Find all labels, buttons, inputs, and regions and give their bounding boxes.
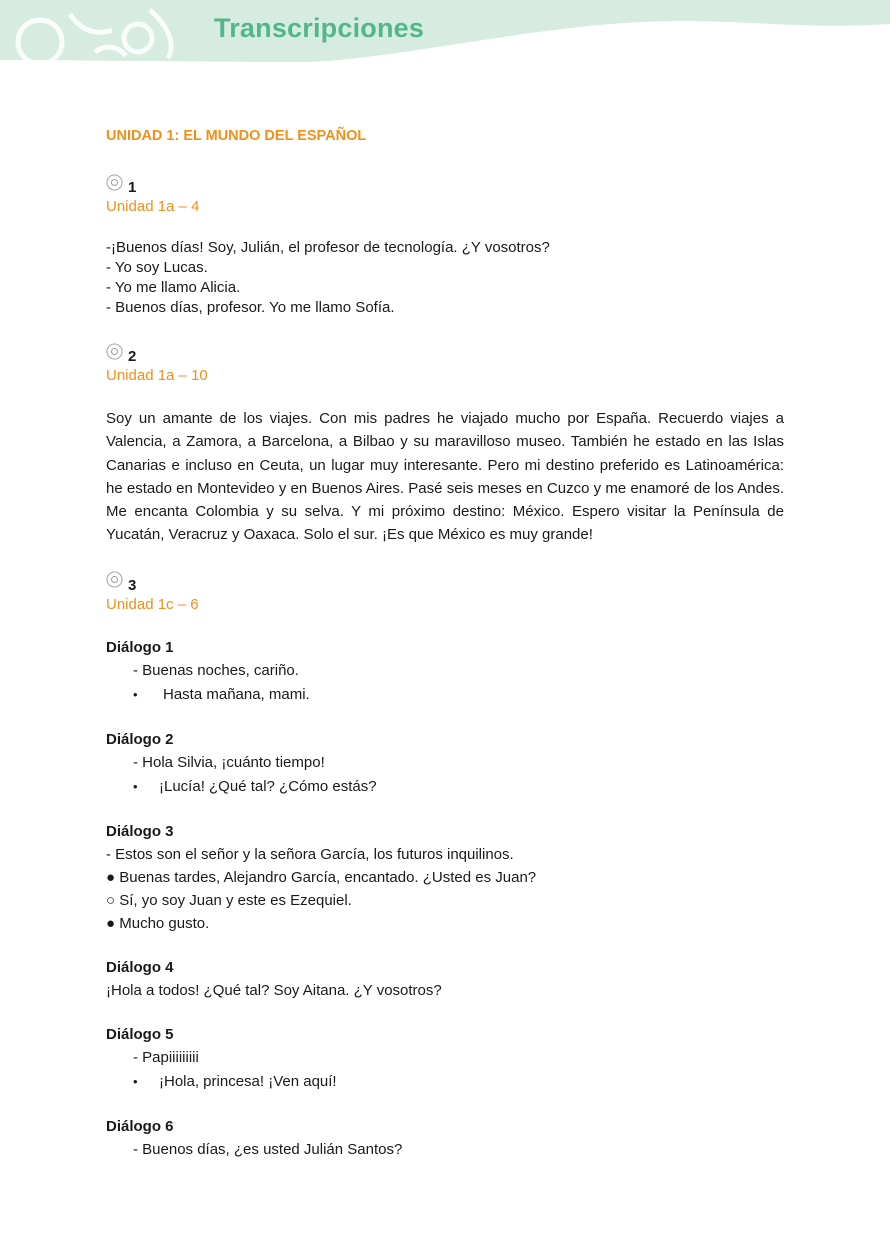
track-number: 3 bbox=[128, 576, 137, 594]
dialog-bullet-line bbox=[106, 775, 784, 799]
track-3 bbox=[106, 572, 784, 1162]
dialog-title: Diálogo 1 bbox=[106, 638, 174, 656]
dialog-line: - Buenas noches, cariño. bbox=[133, 661, 299, 679]
track-number: 1 bbox=[128, 179, 137, 196]
bullet-icon: • bbox=[133, 686, 138, 702]
dialog-1 bbox=[106, 637, 784, 707]
audio-cd-icon[interactable] bbox=[106, 174, 123, 191]
track-header bbox=[106, 174, 784, 196]
transcript-line: - Buenos días, profesor. Yo me llamo Sofía. bbox=[106, 299, 395, 316]
dialog-line: ○ Sí, yo soy Juan y este es Ezequiel. bbox=[106, 891, 352, 909]
dialog-line: ¡Hola, princesa! ¡Ven aquí! bbox=[159, 1072, 337, 1090]
page-header bbox=[0, 0, 890, 70]
bullet-icon: • bbox=[133, 778, 138, 794]
dialog-title: Diálogo 5 bbox=[106, 1025, 174, 1043]
dialog-bullet-line bbox=[106, 1070, 784, 1094]
dialog-line: - Estos son el señor y la señora García, los futuros inquilinos. bbox=[106, 845, 514, 863]
dialog-line: ● Buenas tardes, Alejandro García, encantado. ¿Usted es Juan? bbox=[106, 868, 537, 886]
unit-title: UNIDAD 1: EL MUNDO DEL ESPAÑOL bbox=[106, 128, 367, 144]
track-header bbox=[106, 572, 784, 594]
dialog-title: Diálogo 4 bbox=[106, 958, 174, 976]
dialog-line: ● Mucho gusto. bbox=[106, 914, 210, 932]
track-header bbox=[106, 343, 784, 365]
dialog-6 bbox=[106, 1116, 784, 1162]
dialog-title: Diálogo 3 bbox=[106, 822, 174, 840]
dialog-line: - Buenos días, ¿es usted Julián Santos? bbox=[133, 1140, 403, 1158]
track-lines bbox=[106, 238, 784, 318]
track-subtitle: Unidad 1a – 10 bbox=[106, 367, 208, 384]
transcript-line: -¡Buenos días! Soy, Julián, el profesor de tecnología. ¿Y vosotros? bbox=[106, 239, 550, 256]
dialog-2 bbox=[106, 729, 784, 799]
dialog-title: Diálogo 2 bbox=[106, 730, 174, 748]
transcript-paragraph: Soy un amante de los viajes. Con mis padres he viajado mucho por España. Recuerdo viajes a Valencia, a Zamora, a Barcelona, a Bilbao y su maravilloso museo. También he estado en las Islas Canarias e incluso en Ceuta, un lugar muy interesante. Pero mi destino preferido es Latinoamérica: he estado en Montevideo y en Buenos Aires. Pasé seis meses en Cuzco y me enamoré de los Andes. Me encanta Colombia y su selva. Y mi próximo destino: México. Espero visitar la Península de Yucatán, Veracruz y Oaxaca. Solo el sur. ¡Es que México es muy grande! bbox=[106, 410, 784, 544]
page-title: Transcripciones bbox=[214, 13, 425, 43]
dialog-line: - Papiiiiiiiii bbox=[133, 1048, 199, 1066]
track-subtitle: Unidad 1c – 6 bbox=[106, 595, 199, 613]
track-number: 2 bbox=[128, 348, 137, 365]
dialog-line: Hasta mañana, mami. bbox=[163, 685, 310, 703]
audio-cd-icon[interactable] bbox=[106, 343, 123, 360]
dialog-3 bbox=[106, 821, 784, 935]
dialog-4 bbox=[106, 957, 784, 1002]
dialog-line: ¡Lucía! ¿Qué tal? ¿Cómo estás? bbox=[159, 777, 377, 795]
transcript-line: - Yo me llamo Alicia. bbox=[106, 279, 241, 296]
dialog-line: - Hola Silvia, ¡cuánto tiempo! bbox=[133, 753, 325, 771]
track-subtitle: Unidad 1a – 4 bbox=[106, 198, 200, 215]
dialog-title: Diálogo 6 bbox=[106, 1117, 174, 1135]
track-1 bbox=[106, 174, 784, 318]
transcript-line: - Yo soy Lucas. bbox=[106, 259, 208, 276]
dialog-5 bbox=[106, 1024, 784, 1094]
dialog-line: ¡Hola a todos! ¿Qué tal? Soy Aitana. ¿Y vosotros? bbox=[106, 981, 442, 999]
bullet-icon: • bbox=[133, 1073, 138, 1089]
header-band bbox=[0, 0, 890, 70]
track-2 bbox=[106, 343, 784, 547]
audio-cd-icon[interactable] bbox=[106, 571, 123, 588]
dialog-bullet-line bbox=[106, 683, 784, 707]
transcripts-content bbox=[106, 126, 784, 1162]
